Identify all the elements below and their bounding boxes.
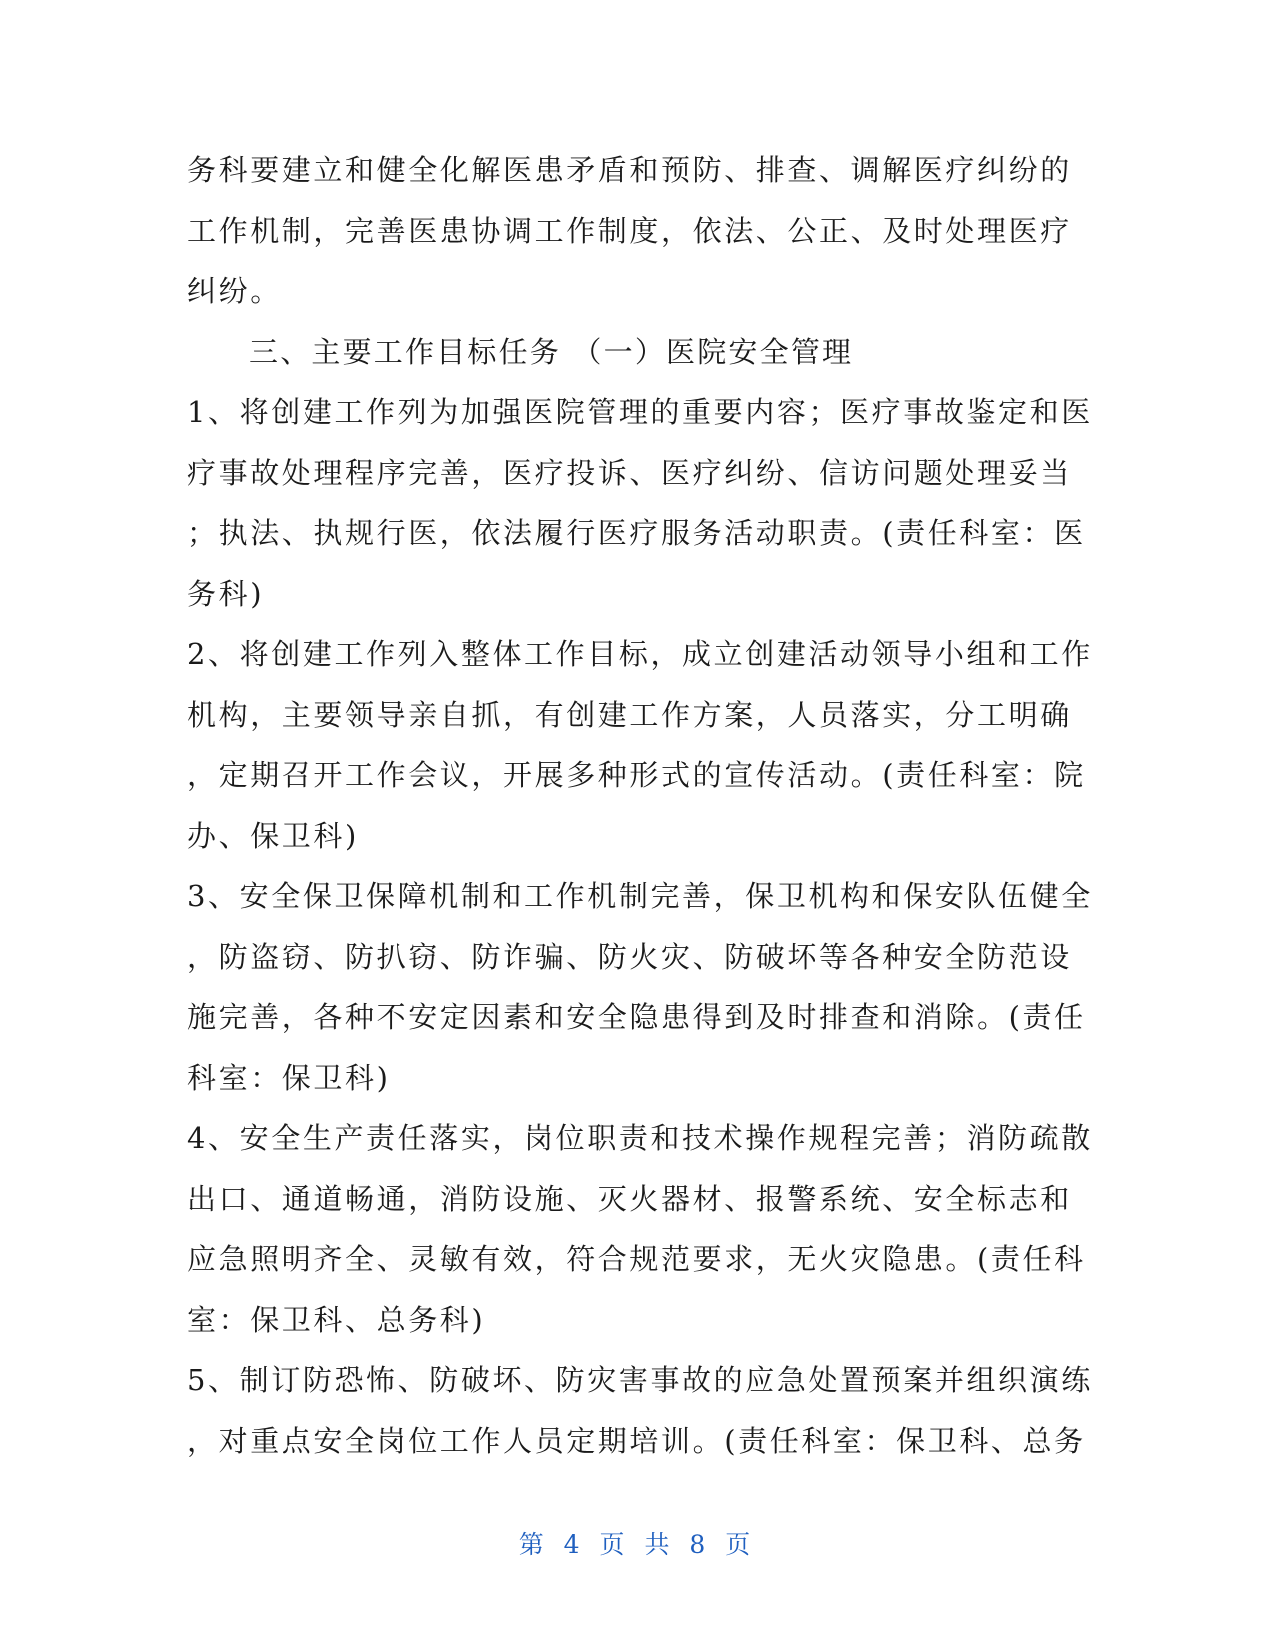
section-heading: 三、主要工作目标任务 （一）医院安全管理 (249, 334, 854, 369)
text-line: 应急照明齐全、灵敏有效，符合规范要求，无火灾隐患。(责任科 (187, 1242, 1086, 1276)
text-line: 出口、通道畅通，消防设施、灭火器材、报警系统、安全标志和 (187, 1181, 1072, 1216)
text-line: ，防盗窃、防扒窃、防诈骗、防火灾、防破坏等各种安全防范设 (187, 939, 1072, 974)
text-line: 3、安全保卫保障机制和工作机制完善，保卫机构和保安队伍健全 (187, 879, 1093, 913)
text-line: 施完善，各种不安定因素和安全隐患得到及时排查和消除。(责任 (187, 1000, 1086, 1034)
text-line: 4、安全生产责任落实，岗位职责和技术操作规程完善；消防疏散 (187, 1121, 1093, 1155)
text-line: 纠纷。 (187, 274, 282, 308)
page-number-footer: 第 4 页 共 8 页 (518, 1530, 757, 1559)
document-body (187, 140, 1093, 1471)
text-line: ，对重点安全岗位工作人员定期培训。(责任科室：保卫科、总务 (187, 1423, 1086, 1458)
text-line: 务科) (187, 576, 265, 611)
text-line: 1、将创建工作列为加强医院管理的重要内容；医疗事故鉴定和医 (187, 395, 1093, 429)
text-line: 机构，主要领导亲自抓，有创建工作方案，人员落实，分工明确 (187, 697, 1072, 732)
text-line: 2、将创建工作列入整体工作目标，成立创建活动领导小组和工作 (187, 637, 1093, 671)
text-line: ；执法、执规行医，依法履行医疗服务活动职责。(责任科室：医 (187, 516, 1086, 550)
text-line: 疗事故处理程序完善，医疗投诉、医疗纠纷、信访问题处理妥当 (187, 455, 1072, 490)
text-line: 务科要建立和健全化解医患矛盾和预防、排查、调解医疗纠纷的 (187, 153, 1072, 187)
text-line: ，定期召开工作会议，开展多种形式的宣传活动。(责任科室：院 (187, 758, 1086, 792)
text-line: 工作机制，完善医患协调工作制度，依法、公正、及时处理医疗 (187, 213, 1072, 248)
text-line: 科室：保卫科) (187, 1060, 391, 1095)
text-line: 5、制订防恐怖、防破坏、防灾害事故的应急处置预案并组织演练 (187, 1363, 1093, 1397)
text-line: 办、保卫科) (187, 818, 359, 853)
text-line: 室：保卫科、总务科) (187, 1302, 486, 1337)
